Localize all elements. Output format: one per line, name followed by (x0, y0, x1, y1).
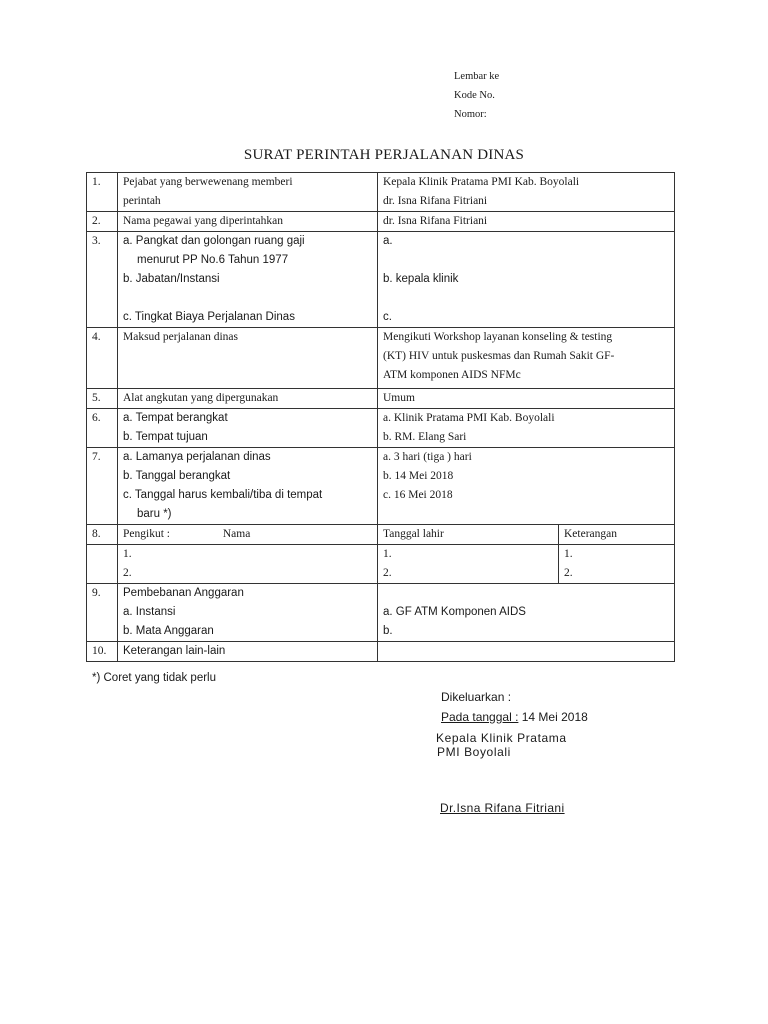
row-label (118, 173, 378, 212)
row-value (378, 409, 675, 448)
row-number: 7. (87, 448, 118, 525)
row-number: 6. (87, 409, 118, 448)
table-row (87, 389, 675, 409)
jabatan-line-2: PMI Boyolali (437, 745, 511, 759)
value-line: b. kepala klinik (383, 273, 459, 285)
row-label (118, 409, 378, 448)
table-row (87, 545, 675, 584)
row-label: Keterangan lain-lain (118, 642, 378, 662)
value-line: c. 16 Mei 2018 (383, 489, 453, 501)
pada-tanggal-value: 14 Mei 2018 (518, 710, 588, 724)
value-line: Mengikuti Workshop layanan konseling & testing (383, 331, 613, 343)
sppd-table (86, 172, 675, 662)
table-row (87, 409, 675, 448)
value-line: a. 3 hari (tiga ) hari (383, 451, 472, 463)
row-number: 8. (87, 525, 118, 545)
row-number: 10. (87, 642, 118, 662)
label-line: Pembebanan Anggaran (123, 587, 244, 599)
dikeluarkan: Dikeluarkan : (441, 690, 512, 704)
row-number: 3. (87, 232, 118, 328)
spacer (383, 584, 669, 603)
label-line: b. Tanggal berangkat (123, 470, 231, 482)
row-number: 2. (87, 212, 118, 232)
value-line: dr. Isna Rifana Fitriani (383, 195, 488, 207)
row-label: Alat angkutan yang dipergunakan (118, 389, 378, 409)
label-line: a. Tempat berangkat (123, 412, 228, 424)
value-line: a. GF ATM Komponen AIDS (383, 606, 526, 618)
pengikut-ket (559, 545, 675, 584)
value-line: b. (383, 625, 393, 637)
signatory-name: Dr.Isna Rifana Fitriani (440, 801, 565, 815)
label-line: b. Jabatan/Instansi (123, 273, 220, 285)
row-value (378, 173, 675, 212)
label-line: Maksud perjalanan dinas (123, 331, 238, 343)
pengikut-nama (118, 545, 378, 584)
value-line: a. Klinik Pratama PMI Kab. Boyolali (383, 412, 555, 424)
document-title: SURAT PERINTAH PERJALANAN DINAS (243, 147, 525, 163)
pengikut-label: Pengikut : (123, 528, 170, 540)
row-number: 4. (87, 328, 118, 389)
row-label: Nama pegawai yang diperintahkan (118, 212, 378, 232)
col-keterangan: Keterangan (559, 525, 675, 545)
lembar-ke: Lembar ke (454, 71, 500, 82)
list-item: 2. (383, 567, 392, 579)
table-row (87, 212, 675, 232)
table-row (87, 584, 675, 642)
table-row (87, 525, 675, 545)
col-nama: Nama (222, 528, 251, 540)
table-row (87, 448, 675, 525)
list-item: 2. (123, 567, 132, 579)
row-value (378, 584, 675, 642)
row-value (378, 232, 675, 328)
value-line: Kepala Klinik Pratama PMI Kab. Boyolali (383, 176, 580, 188)
value-line: b. 14 Mei 2018 (383, 470, 454, 482)
table-row (87, 328, 675, 389)
value-line: a. (383, 235, 393, 247)
row-value: Umum (378, 389, 675, 409)
label-line: a. Instansi (123, 606, 176, 618)
label-line: a. Lamanya perjalanan dinas (123, 451, 271, 463)
table-row (87, 642, 675, 662)
row-value (378, 642, 675, 662)
value-line: b. RM. Elang Sari (383, 431, 467, 443)
row-value (378, 328, 675, 389)
list-item: 2. (564, 567, 573, 579)
list-item: 1. (564, 548, 573, 560)
row-value: dr. Isna Rifana Fitriani (378, 212, 675, 232)
label-line: perintah (123, 195, 161, 207)
value-line: c. (383, 311, 392, 323)
nomor: Nomor: (454, 109, 487, 120)
spacer (123, 289, 372, 308)
row-number: 5. (87, 389, 118, 409)
label-line: a. Pangkat dan golongan ruang gaji (123, 235, 305, 247)
table-row (87, 232, 675, 328)
label-line: b. Mata Anggaran (123, 625, 214, 637)
label-line: menurut PP No.6 Tahun 1977 (137, 254, 289, 266)
row-number: 9. (87, 584, 118, 642)
table-row (87, 173, 675, 212)
label-line: Pejabat yang berwewenang memberi (123, 176, 293, 188)
label-line: c. Tingkat Biaya Perjalanan Dinas (123, 311, 295, 323)
row-label (118, 525, 378, 545)
list-item: 1. (123, 548, 132, 560)
spacer (383, 251, 669, 270)
row-number (87, 545, 118, 584)
row-label (118, 584, 378, 642)
row-label (118, 448, 378, 525)
value-line: ATM komponen AIDS NFMc (383, 369, 521, 381)
row-number: 1. (87, 173, 118, 212)
col-tanggal-lahir: Tanggal lahir (378, 525, 559, 545)
row-label (118, 232, 378, 328)
pada-tanggal-label: Pada tanggal : (441, 710, 519, 724)
spacer (383, 289, 669, 308)
jabatan-line-1: Kepala Klinik Pratama (436, 731, 567, 745)
value-line: (KT) HIV untuk puskesmas dan Rumah Sakit GF- (383, 350, 615, 362)
label-line: c. Tanggal harus kembali/tiba di tempat (123, 489, 323, 501)
row-value (378, 448, 675, 525)
label-line: b. Tempat tujuan (123, 431, 208, 443)
label-line: baru *) (137, 508, 172, 520)
pada-tanggal (441, 710, 588, 724)
kode-no: Kode No. (454, 90, 495, 101)
document-meta (454, 67, 499, 124)
footnote: *) Coret yang tidak perlu (92, 672, 217, 684)
list-item: 1. (383, 548, 392, 560)
pengikut-tgl (378, 545, 559, 584)
row-label (118, 328, 378, 389)
